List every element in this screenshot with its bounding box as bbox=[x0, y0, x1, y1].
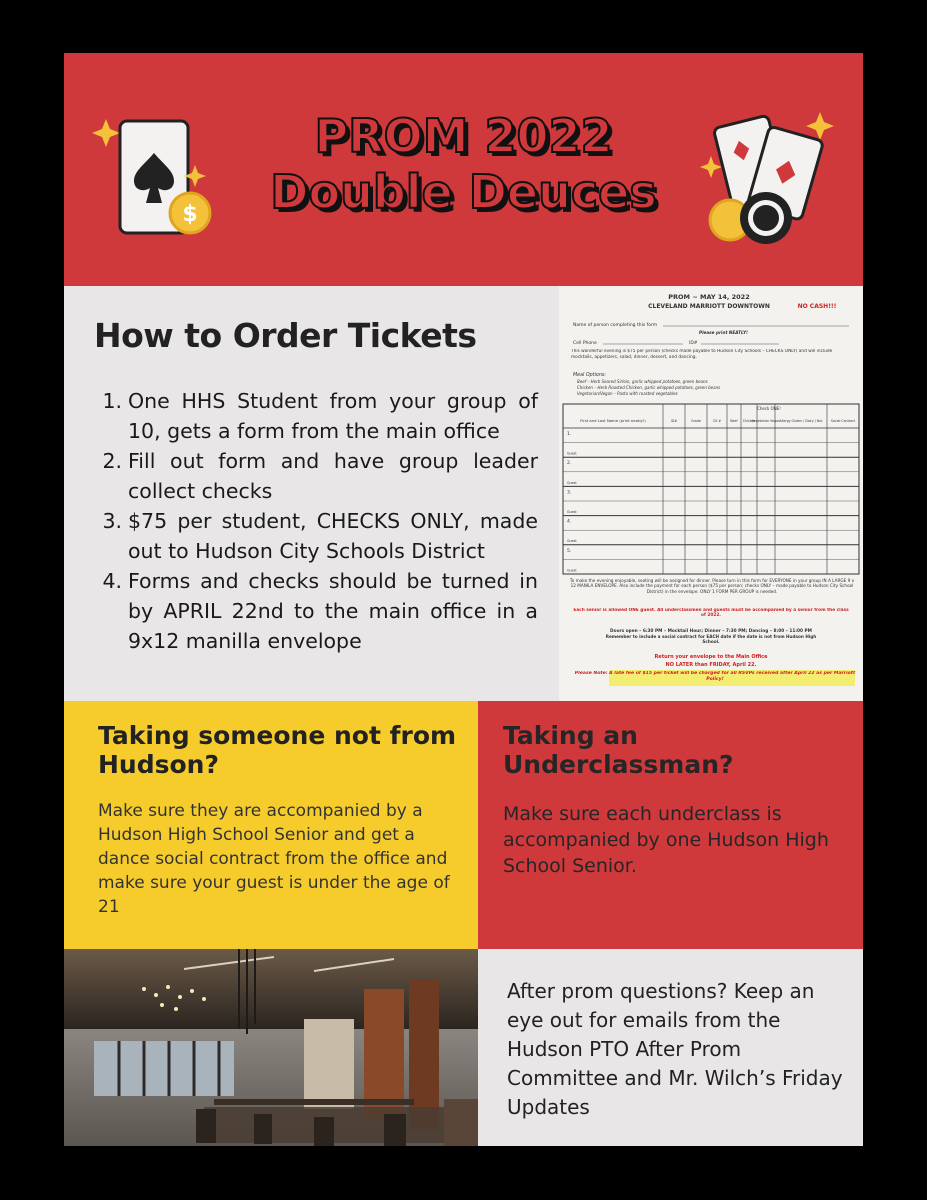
form-row-label: 3. bbox=[567, 490, 572, 496]
not-from-hudson-heading: Taking someone not from Hudson? bbox=[98, 721, 457, 779]
order-step bbox=[88, 386, 538, 446]
not-from-hudson-section bbox=[64, 701, 478, 949]
form-meal-head: Meal Options: bbox=[573, 373, 607, 378]
order-step-number: 1. bbox=[102, 389, 122, 413]
order-step-text: $75 per student, CHECKS ONLY, made out to Hudson City Schools District bbox=[128, 509, 538, 563]
form-row-label: 2. bbox=[567, 461, 572, 467]
form-meal-1: Beef – Herb Seared Sirloin, garlic whipped potatoes, green beans bbox=[577, 379, 708, 384]
after-prom-body: After prom questions? Keep an eye out for emails from the Hudson PTO After Prom Committee and Mr. Wilch’s Friday Updates bbox=[507, 979, 843, 1119]
underclassman-body: Make sure each underclass is accompanied by one Hudson High School Senior. bbox=[503, 803, 829, 877]
order-step-number: 2. bbox=[102, 449, 122, 473]
form-row-label: 5. bbox=[567, 548, 572, 554]
form-meal-2: Chicken – Herb Roasted Chicken, garlic whipped potatoes, green beans bbox=[577, 385, 721, 390]
form-line-3: Cell Phone bbox=[573, 341, 597, 346]
form-column-header: First and Last Name (print neatly!) bbox=[580, 418, 646, 423]
title-line-2: Double Deuces bbox=[270, 165, 657, 219]
form-line-2: Please print NEATLY! bbox=[699, 330, 748, 335]
order-step-text: Forms and checks should be turned in by APRIL 22nd to the main office in a 9x12 manilla envelope bbox=[128, 569, 538, 653]
form-intro: This wonderful evening is $75 per person (checks made payable to Hudson City Schools – CHECKS ONLY) and will include mocktails, appetizers, salad, dinner, dessert, and dancing. bbox=[571, 349, 833, 360]
form-row-label: Guest bbox=[567, 539, 577, 544]
form-row-label: Guest bbox=[567, 568, 577, 573]
form-note-7: Please Note: A late fee of $15 per ticket will be charged for all RSVPs received after April 22 as per Marriott Policy! bbox=[574, 671, 856, 682]
form-meal-3: Vegetarian/Vegan – Pasta with roasted vegetables bbox=[577, 391, 678, 396]
order-step-text: One HHS Student from your group of 10, gets a form from the main office bbox=[128, 389, 538, 443]
form-column-header: Vegetarian Vegan bbox=[751, 419, 781, 423]
form-note-1: To make the evening enjoyable, seating will be assigned for dinner. Please turn in this form for EVERYONE in your group IN A LARGE 9 x 12 MANILA ENVELOPE. Also include the payment for each person ($75 per person; checks ONLY – made payable to Hudson City School District) in the envelope. ONLY 1 FORM PER GROUP is needed. bbox=[569, 578, 855, 594]
form-row-label: Guest bbox=[567, 451, 577, 456]
prom-poster bbox=[64, 53, 863, 1146]
form-row-label: 1. bbox=[567, 432, 572, 437]
form-note-2: Each senior is allowed ONE guest. All underclassmen and guests must be accompanied by a senior from the class of 2022. bbox=[573, 608, 849, 619]
not-from-hudson-body: Make sure they are accompanied by a Hudson High School Senior and get a dance social contract from the office and make sure your guest is under the age of 21 bbox=[98, 801, 450, 917]
form-column-header: CK # bbox=[713, 419, 721, 423]
form-column-header: Chicken bbox=[742, 419, 756, 423]
form-column-header: ID# bbox=[670, 419, 678, 423]
order-heading: How to Order Tickets bbox=[94, 316, 477, 355]
order-step-number: 3. bbox=[102, 509, 122, 533]
order-step bbox=[88, 566, 538, 656]
form-row-label: Guest bbox=[567, 510, 577, 514]
form-column-header: Allergy Gluten / Dairy / Nut bbox=[779, 419, 823, 423]
order-step bbox=[88, 506, 538, 566]
after-prom-section bbox=[478, 949, 863, 1146]
underclassman-section bbox=[478, 701, 863, 949]
svg-text:$: $ bbox=[182, 202, 198, 227]
form-row-label: Guest bbox=[567, 480, 577, 485]
ticket-form-photo bbox=[559, 286, 863, 701]
playing-cards-icon bbox=[694, 108, 844, 248]
poster-header bbox=[64, 53, 863, 286]
order-step bbox=[88, 446, 538, 506]
form-line-1: Name of person completing this form bbox=[573, 323, 658, 328]
form-note-5: Return your envelope to the Main Office bbox=[654, 654, 768, 660]
order-steps-list bbox=[88, 386, 538, 656]
form-title-1: PROM ~ MAY 14, 2022 bbox=[668, 293, 750, 301]
form-check-one: Check ONE! bbox=[757, 406, 781, 411]
form-row-label: 4. bbox=[567, 519, 572, 525]
order-step-number: 4. bbox=[102, 569, 122, 593]
form-note-3: Doors open – 6:30 PM – Mocktail Hour; Dinner – 7:30 PM; Dancing – 8:00 – 11:00 PM bbox=[610, 629, 812, 634]
order-step-text: Fill out form and have group leader collect checks bbox=[128, 449, 538, 503]
title-line-1: PROM 2022 bbox=[314, 109, 613, 163]
form-note-4: Remember to include a social contract for EACH date if the date is not from Hudson High School. bbox=[605, 634, 817, 645]
form-no-cash: NO CASH!!! bbox=[797, 303, 837, 310]
venue-photo bbox=[64, 949, 478, 1146]
form-line-3b: ID# bbox=[689, 341, 698, 346]
order-section bbox=[64, 286, 559, 701]
form-title-2: CLEVELAND MARRIOTT DOWNTOWN bbox=[648, 303, 770, 310]
form-column-header: Grade bbox=[691, 419, 701, 423]
form-note-6: NO LATER than FRIDAY, April 22. bbox=[665, 662, 757, 668]
underclassman-heading: Taking an Underclassman? bbox=[503, 721, 734, 779]
form-column-header: Social Contract bbox=[830, 419, 856, 423]
form-column-header: Beef bbox=[730, 419, 738, 423]
